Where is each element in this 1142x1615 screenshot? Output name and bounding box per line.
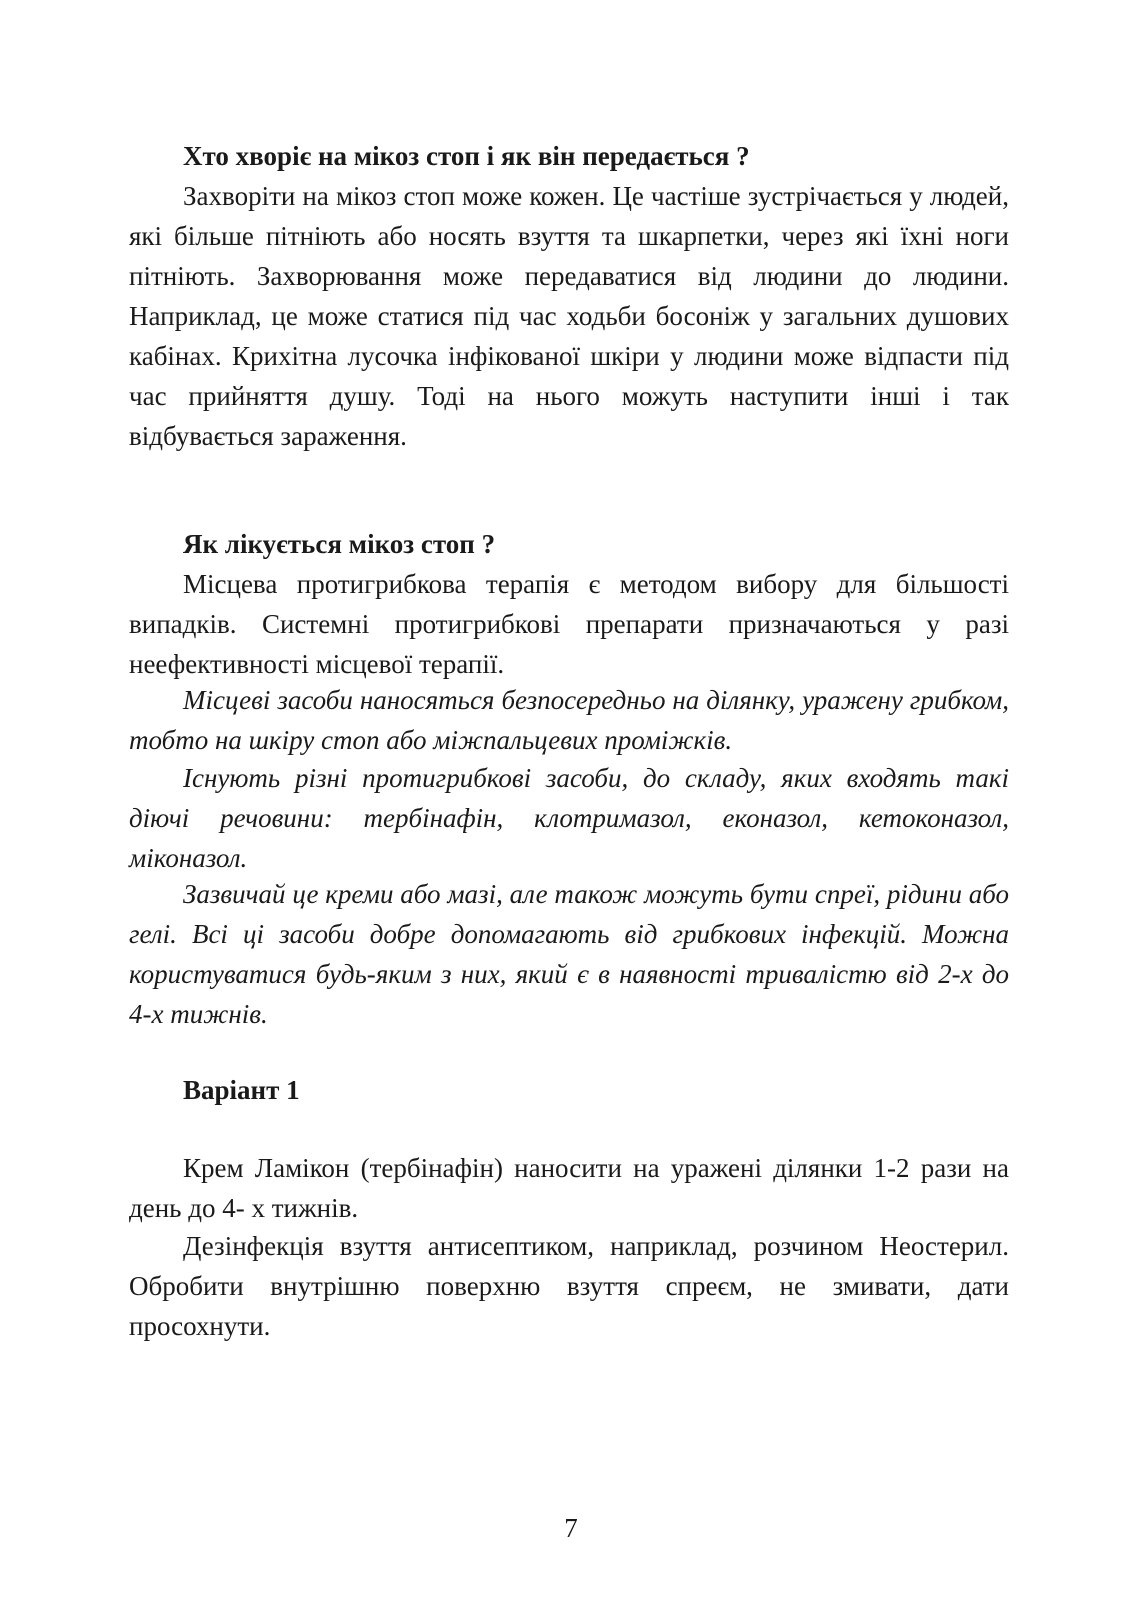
section-heading-treatment: Як лікується мікоз стоп ? [183, 529, 496, 559]
italic-paragraph-forms: Зазвичай це креми або мазі, але також можуть бути спреї, рідини або гелі. Всі ці засоби добре допомагають від грибкових інфекцій. Можна користуватися будь-яким з них, який є в наявності тривалістю від 2-х до 4-х тижнів. [129, 879, 1009, 1029]
page-number: 7 [564, 1513, 578, 1543]
paragraph-local-therapy: Місцева протигрибкова терапія є методом вибору для більшості випадків. Системні протигрибкові препарати призначаються у разі неефективності місцевої терапії. [129, 569, 1009, 679]
paragraph-transmission: Захворіти на мікоз стоп може кожен. Це частіше зустрічається у людей, які більше пітніють або носять взуття та шкарпетки, через які їхні ноги пітніють. Захворювання може передаватися від людини до людини. Наприклад, це може статися під час ходьби босоніж у загальних душових кабінах. Крихітна лусочка інфікованої шкіри у людини може відпасти під час прийняття душу. Тоді на нього можуть наступити інші і так відбувається зараження. [129, 181, 1009, 451]
italic-paragraph-active-substances: Існують різні протигрибкові засоби, до складу, яких входять такі діючі речовини: тербінафін, клотримазол, еконазол, кетоконазол, міконазол. [129, 763, 1009, 873]
section-heading-who-gets-sick: Хто хворіє на мікоз стоп і як він передається ? [183, 141, 750, 171]
paragraph-shoe-disinfection: Дезінфекція взуття антисептиком, наприклад, розчином Неостерил. Обробити внутрішню поверхню взуття спреєм, не змивати, дати просохнути. [129, 1231, 1009, 1341]
paragraph-lamikon-cream: Крем Ламікон (тербінафін) наносити на уражені ділянки 1-2 рази на день до 4- х тижнів. [129, 1153, 1009, 1223]
section-heading-variant-1: Варіант 1 [183, 1075, 300, 1105]
italic-paragraph-local-agents: Місцеві засоби наносяться безпосередньо на ділянку, уражену грибком, тобто на шкіру стоп або міжпальцевих проміжків. [129, 685, 1009, 755]
